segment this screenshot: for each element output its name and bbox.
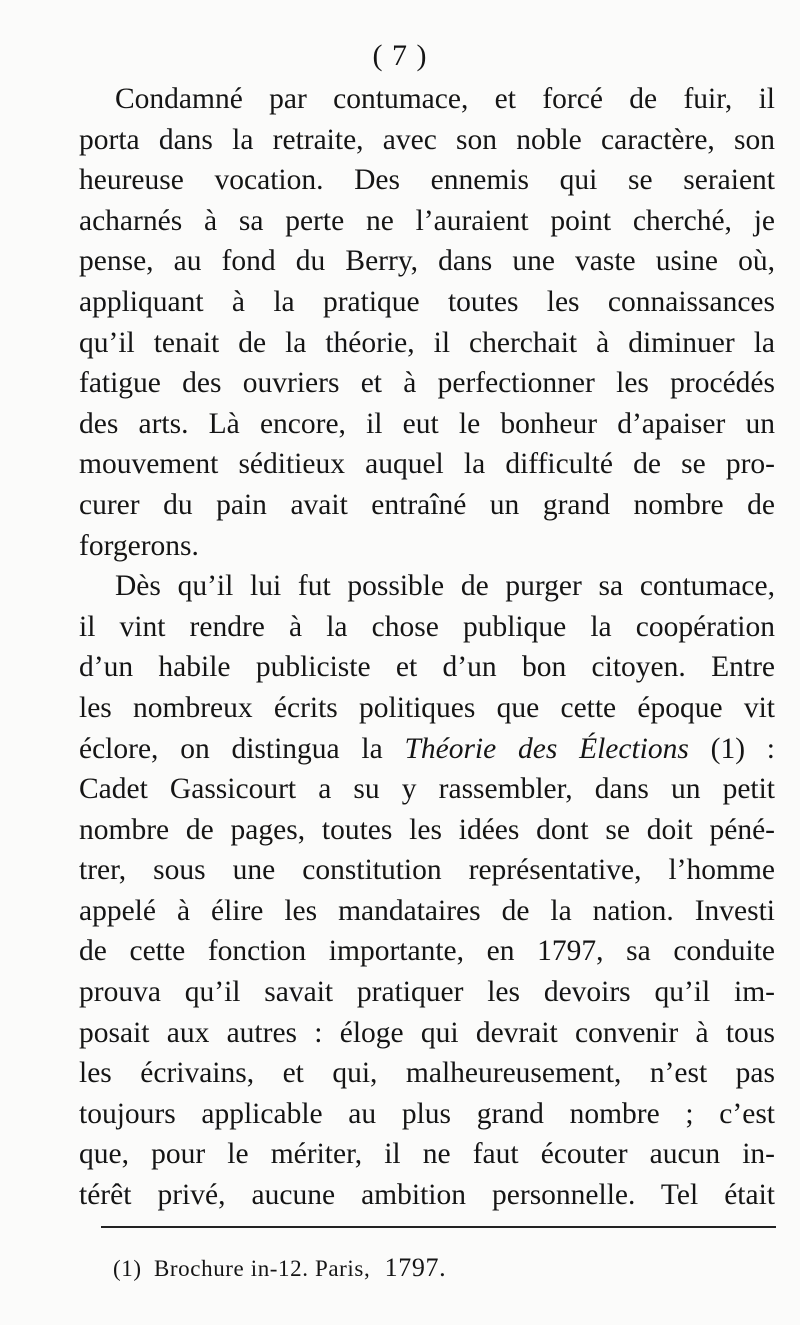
page-number: ( 7 ) [372, 39, 428, 72]
text-line: nombre de pages, toutes les idées dont se doit péné- [79, 813, 775, 846]
text-line: trer, sous une constitution représentative, l’homme [79, 854, 775, 887]
title-line-prefix: éclore, on distingua la [79, 732, 405, 765]
body-text [79, 79, 775, 1216]
text-line: pense, au fond du Berry, dans une vaste usine où, [79, 245, 775, 278]
text-line: curer du pain avait entraîné un grand nombre de [79, 488, 775, 521]
text-line: térêt privé, aucune ambition personnelle. Tel était [79, 1179, 775, 1212]
text-line: acharnés à sa perte ne l’auraient point cherché, je [79, 204, 775, 237]
text-line: forgerons. [79, 529, 199, 562]
text-line: appelé à élire les mandataires de la nation. Investi [79, 894, 775, 927]
text-line: prouva qu’il savait pratiquer les devoirs qu’il im- [79, 976, 775, 1009]
text-line: les nombreux écrits politiques que cette époque vit [79, 691, 775, 724]
text-line: des arts. Là encore, il eut le bonheur d’apaiser un [79, 407, 775, 440]
text-line: d’un habile publiciste et d’un bon citoyen. Entre [79, 651, 775, 684]
text-line: que, pour le mériter, il ne faut écouter aucun in- [79, 1138, 775, 1171]
text-line: de cette fonction importante, en 1797, sa conduite [79, 935, 775, 968]
text-line: il vint rendre à la chose publique la coopération [79, 610, 775, 643]
footnote-mark: (1) [113, 1256, 142, 1281]
text-line: appliquant à la pratique toutes les connaissances [79, 285, 775, 318]
text-line: Dès qu’il lui fut possible de purger sa contumace, [115, 570, 775, 603]
text-line: mouvement séditieux auquel la difficulté de se pro- [79, 448, 775, 481]
text-line: fatigue des ouvriers et à perfectionner les procédés [79, 367, 775, 400]
footnote-year: 1797. [384, 1253, 447, 1282]
footnote-reference: (1) : [688, 732, 775, 765]
text-line-with-title [79, 729, 775, 770]
footnote-rule [101, 1226, 776, 1228]
text-line: porta dans la retraite, avec son noble caractère, son [79, 123, 775, 156]
footnote-text: Brochure in-12. Paris, [153, 1256, 371, 1281]
text-line: heureuse vocation. Des ennemis qui se seraient [79, 164, 775, 197]
text-line: Condamné par contumace, et forcé de fuir, il [115, 83, 775, 115]
book-title-italic: Théorie des Élections [404, 732, 689, 765]
text-line: toujours applicable au plus grand nombre ; c’est [79, 1097, 775, 1130]
footnote [113, 1252, 446, 1285]
text-line: Cadet Gassicourt a su y rassembler, dans un petit [79, 773, 775, 806]
text-line: les écrivains, et qui, malheureusement, n’est pas [79, 1057, 775, 1090]
text-line: posait aux autres : éloge qui devrait convenir à tous [79, 1016, 775, 1049]
text-line: qu’il tenait de la théorie, il cherchait à diminuer la [79, 326, 775, 359]
